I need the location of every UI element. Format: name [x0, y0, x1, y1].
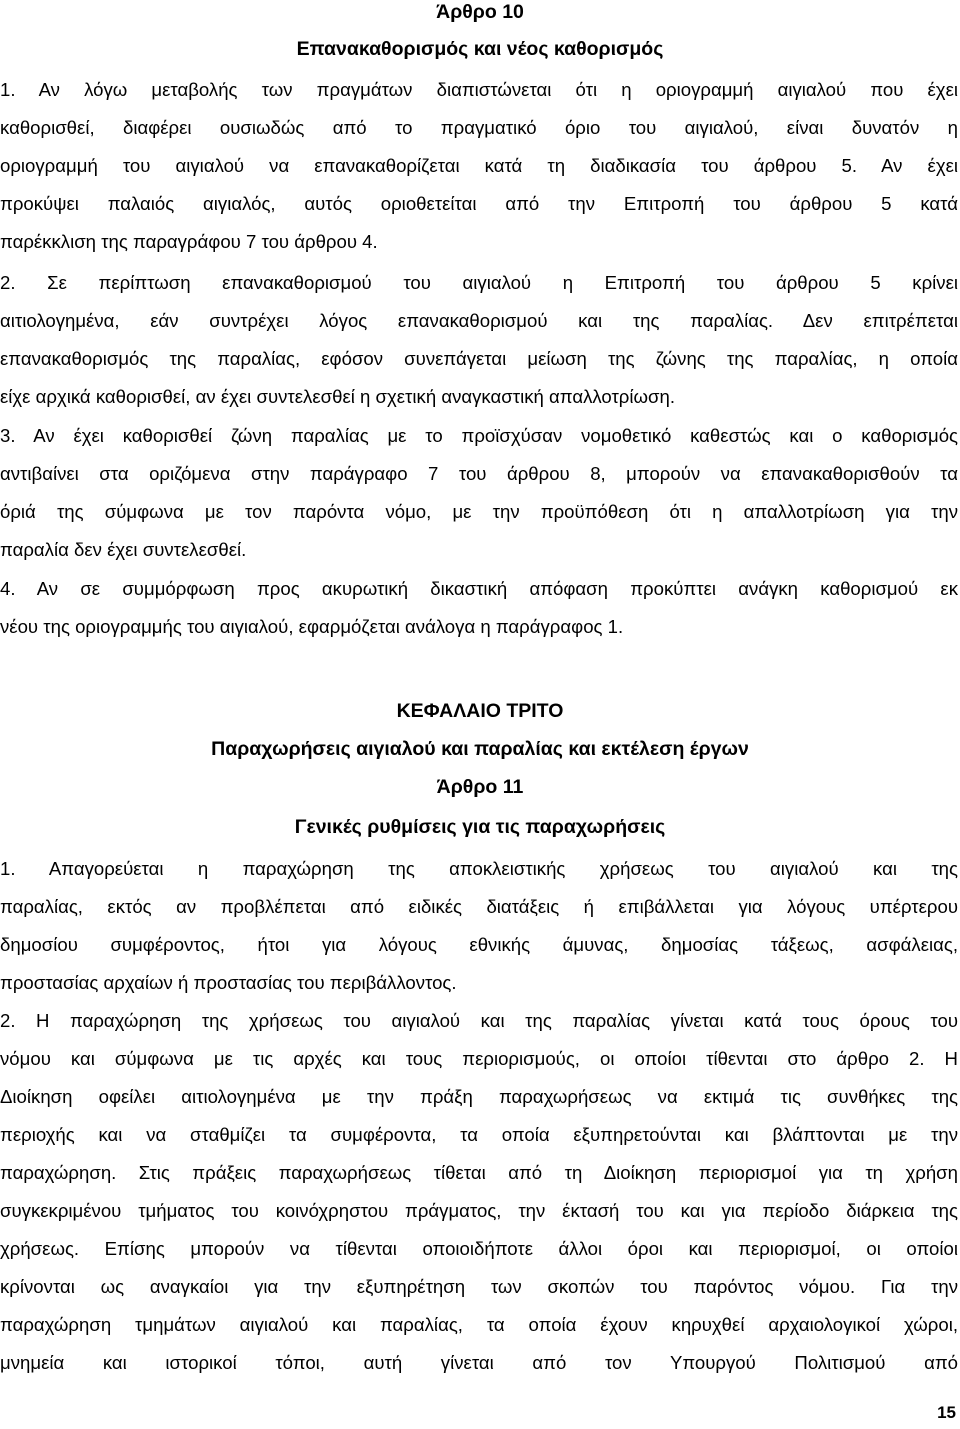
text-line: παραχώρηση τμημάτων αιγιαλού και παραλίας, τα οποία έχουν κηρυχθεί αρχαιολογικοί χώροι, — [0, 1314, 958, 1335]
page-number: 15 — [937, 1403, 956, 1422]
text-line: επανακαθορισμός της παραλίας, εφόσον συνεπάγεται μείωση της ζώνης της παραλίας, η οποία — [0, 348, 958, 369]
article-10-subtitle: Επανακαθορισμός και νέος καθορισμός — [296, 38, 664, 60]
chapter-subtitle: Παραχωρήσεις αιγιαλού και παραλίας και εκτέλεση έργων — [211, 738, 749, 760]
text-line: 1. Απαγορεύεται η παραχώρηση της αποκλειστικής χρήσεως του αιγιαλού και της — [0, 858, 958, 879]
text-line: 3. Αν έχει καθορισθεί ζώνη παραλίας με το προϊσχύσαν νομοθετικό καθεστώς και ο καθορισμός — [0, 425, 958, 446]
text-line: μνημεία και ιστορικοί τόποι, αυτή γίνεται από τον Υπουργού Πολιτισμού από — [0, 1352, 958, 1373]
text-line: κρίνονται ως αναγκαίοι για την εξυπηρέτηση των σκοπών του παρόντος νόμου. Για την — [0, 1276, 958, 1297]
article-11-subtitle: Γενικές ρυθμίσεις για τις παραχωρήσεις — [294, 816, 666, 838]
text-line: νέου της οριογραμμής του αιγιαλού, εφαρμόζεται ανάλογα η παράγραφος 1. — [0, 616, 624, 637]
text-line: παραλία δεν έχει συντελεσθεί. — [0, 539, 247, 560]
text-line: όριά της σύμφωνα με τον παρόντα νόμο, με την προϋπόθεση ότι η απαλλοτρίωση για την — [0, 501, 958, 522]
text-line: είχε αρχικά καθορισθεί, αν έχει συντελεσθεί η σχετική αναγκαστική απαλλοτρίωση. — [0, 386, 676, 407]
text-line: προστασίας αρχαίων ή προστασίας του περιβάλλοντος. — [0, 972, 457, 993]
text-line: 4. Αν σε συμμόρφωση προς ακυρωτική δικαστική απόφαση προκύπτει ανάγκη καθορισμού εκ — [0, 578, 958, 599]
text-line: αντιβαίνει στα οριζόμενα στην παράγραφο 7 του άρθρου 8, μπορούν να επανακαθορισθούν τα — [0, 463, 958, 484]
article-11-paragraph-2 — [0, 1002, 958, 1382]
text-line: παραχώρηση. Στις πράξεις παραχωρήσεως τίθεται από τη Διοίκηση περιορισμοί για τη χρήση — [0, 1162, 958, 1183]
article-11-paragraph-1 — [0, 850, 958, 1002]
article-10-title: Άρθρο 10 — [436, 1, 524, 23]
article-10-paragraph-2 — [0, 264, 958, 416]
text-line: 1. Αν λόγω μεταβολής των πραγμάτων διαπιστώνεται ότι η οριογραμμή αιγιαλού που έχει — [0, 79, 958, 100]
article-10-paragraph-3 — [0, 417, 958, 569]
text-line: αιτιολογημένα, εάν συντρέχει λόγος επανακαθορισμού και της παραλίας. Δεν επιτρέπεται — [0, 310, 958, 331]
article-10-paragraph-4 — [0, 570, 958, 646]
text-line: 2. Σε περίπτωση επανακαθορισμού του αιγιαλού η Επιτροπή του άρθρου 5 κρίνει — [0, 272, 958, 293]
text-line: παραλίας, εκτός αν προβλέπεται από ειδικές διατάξεις ή επιβάλλεται για λόγους υπέρτερου — [0, 896, 958, 917]
article-10-paragraph-1 — [0, 71, 958, 261]
text-line: χρήσεως. Επίσης μπορούν να τίθενται οποιοιδήποτε άλλοι όροι και περιορισμοί, οι οποίοι — [0, 1238, 958, 1259]
text-line: καθορισθεί, διαφέρει ουσιωδώς από το πραγματικό όριο του αιγιαλού, είναι δυνατόν η — [0, 117, 958, 138]
text-line: νόμου και σύμφωνα με τις αρχές και τους περιορισμούς, οι οποίοι τίθενται στο άρθρο 2. Η — [0, 1048, 958, 1069]
text-line: οριογραμμή του αιγιαλού να επανακαθορίζεται κατά τη διαδικασία του άρθρου 5. Αν έχει — [0, 155, 958, 176]
text-line: δημοσίου συμφέροντος, ήτοι για λόγους εθνικής άμυνας, δημοσίας τάξεως, ασφάλειας, — [0, 934, 958, 955]
text-line: περιοχής και να σταθμίζει τα συμφέροντα, τα οποία εξυπηρετούνται και βλάπτονται με την — [0, 1124, 958, 1145]
text-line: Διοίκηση οφείλει αιτιολογημένα με την πράξη παραχωρήσεως να εκτιμά τις συνθήκες της — [0, 1086, 958, 1107]
text-line: παρέκκλιση της παραγράφου 7 του άρθρου 4. — [0, 231, 378, 252]
chapter-title: ΚΕΦΑΛΑΙΟ ΤΡΙΤΟ — [396, 700, 564, 722]
article-11-title: Άρθρο 11 — [436, 776, 524, 798]
text-line: 2. Η παραχώρηση της χρήσεως του αιγιαλού και της παραλίας γίνεται κατά τους όρους του — [0, 1010, 958, 1031]
text-line: συγκεκριμένου τμήματος του κοινόχρηστου πράγματος, την έκτασή του και για περίοδο διάρκεια της — [0, 1200, 958, 1221]
text-line: προκύψει παλαιός αιγιαλός, αυτός οριοθετείται από την Επιτροπή του άρθρου 5 κατά — [0, 193, 958, 214]
